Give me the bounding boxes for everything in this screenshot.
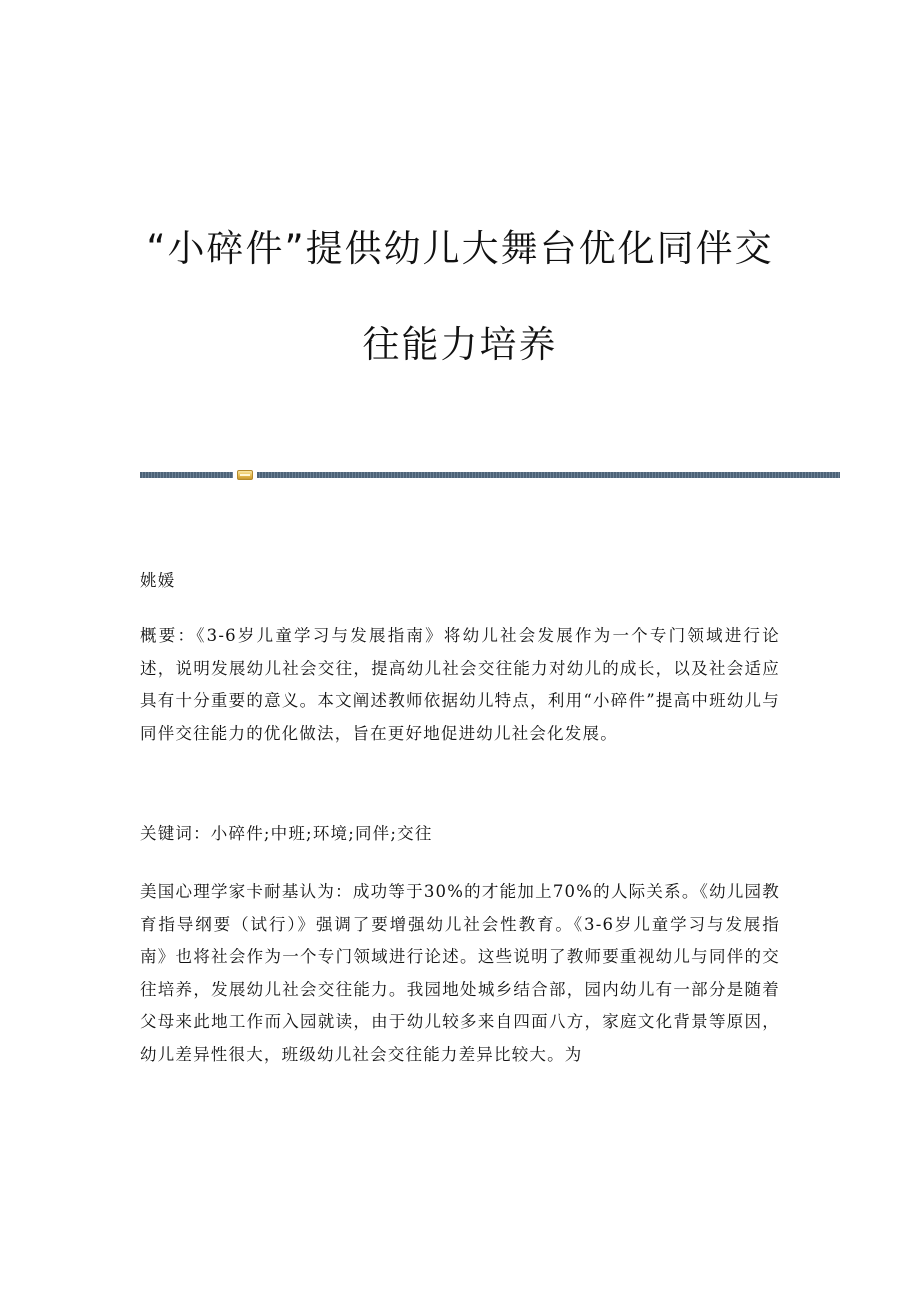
document-title-line-2: 往能力培养: [362, 323, 558, 366]
body-paragraph: 美国心理学家卡耐基认为：成功等于30%的才能加上70%的人际关系。《幼儿园教育指导纲要（试行）》强调了要增强幼儿社会性教育。《3-6岁儿童学习与发展指南》也将社会作为一个专门领域进行论述。这些说明了教师要重视幼儿与同伴的交往培养，发展幼儿社会交往能力。我园地处城乡结合部，园内幼儿有一部分是随着父母来此地工作而入园就读，由于幼儿较多来自四面八方，家庭文化背景等原因，幼儿差异性很大，班级幼儿社会交往能力差异比较大。为: [140, 882, 780, 1064]
author-name: 姚媛: [140, 571, 176, 590]
title-divider: [140, 470, 840, 480]
document-title-line-1: “小碎件”提供幼儿大舞台优化同伴交: [146, 227, 774, 270]
gold-ornament-icon: [237, 470, 253, 480]
divider-bar-right: [257, 472, 840, 478]
keywords-line: 关键词：小碎件;中班;环境;同伴;交往: [140, 824, 433, 843]
abstract-paragraph: 概要：《3-6岁儿童学习与发展指南》将幼儿社会发展作为一个专门领域进行论述，说明发展幼儿社会交往，提高幼儿社会交往能力对幼儿的成长，以及社会适应具有十分重要的意义。本文阐述教师依据幼儿特点，利用“小碎件”提高中班幼儿与同伴交往能力的优化做法，旨在更好地促进幼儿社会化发展。: [140, 626, 780, 743]
divider-bar-left: [140, 472, 233, 478]
